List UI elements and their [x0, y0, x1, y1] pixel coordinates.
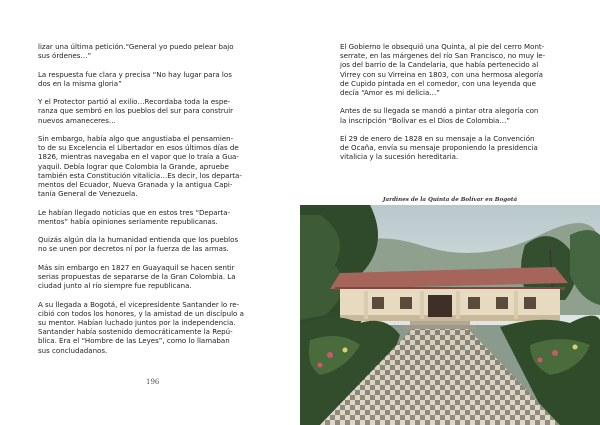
paragraph: El Gobierno le obsequió una Quinta, al pie del cerro Mont- serrate, en las márgenes del río San Francisco, no muy le- jos del barrio de la Candelaria, que había pertenecido al Virrey con su Virreina en 1803, con una hermosa alegoría de Cupido pintada en el comedor, con una leyenda que decía “Amor es mi delicia…” [340, 42, 546, 98]
paragraph: Antes de su llegada se mandó a pintar otra alegoría con la inscripción “Bolívar es el Dios de Colombia…” [340, 106, 539, 125]
paragraph: Sin embargo, había algo que angustiaba el pensamien- to de su Excelencia el Libertador en esos últimos días de 1826, mientras navegaba en el vapor que lo traía a Gua- yaquil. Debía lograr que Colombia la Grande, apruebe también esta Constitución vitalicia…Es decir, los departa- mentos del Ecuador, Nueva Granada y la antigua Capi- tanía General de Venezuela. [38, 133, 242, 199]
house-door [428, 295, 452, 317]
house-window [524, 297, 536, 309]
steps [410, 321, 470, 325]
paragraph: Más sin embargo en 1827 en Guayaquil se hacen sentir serias propuestas de separarse de la Gran Colombia. La ciudad junto al río siempre fue republicana. [38, 262, 236, 291]
left-text-column [38, 42, 262, 364]
garden-illustration [300, 205, 600, 425]
house-window [372, 297, 384, 309]
garden-photo [300, 205, 600, 425]
paragraph: La respuesta fue clara y precisa “No hay lugar para los dos en la misma gloria” [38, 69, 232, 88]
paragraph: El 29 de enero de 1828 en su mensaje a la Convención de Ocaña, envía su mensaje proponiendo la presidencia vitalicia y la sucesión hereditaria. [340, 134, 538, 162]
paragraph: Y el Protector partió al exilio…Recordaba toda la espe- ranza que sembró en los pueblos del sur para construir nuevos amaneceres… [38, 97, 234, 125]
photo-caption: Jardines de la Quinta de Bolívar en Bogotá [382, 197, 518, 203]
paragraph: Quizás algún día la humanidad entienda que los pueblos no se unen por decretos ni por la fuerza de las armas. [38, 235, 239, 254]
house-window [400, 297, 412, 309]
paragraph: A su llegada a Bogotá, el vicepresidente Santander lo re- cibió con todos los honores, y la amistad de un discípulo a su mentor. Habían luchado juntos por la independencia. Santander había sostenido democráticamente la Repú- blica. Era el “Hombre de las Leyes”, como lo llamaban sus concludadanos. [38, 299, 244, 355]
house-window [468, 297, 480, 309]
paragraph: Le habían llegado noticias que en estos tres “Departa- mentos” había opiniones seriamente republicanas. [38, 207, 231, 226]
right-text-column [340, 42, 566, 171]
paragraph: lizar una última petición.“General yo puedo pelear bajo sus órdenes…” [38, 42, 234, 61]
house-window [496, 297, 508, 309]
page-number: 196 [146, 378, 160, 386]
